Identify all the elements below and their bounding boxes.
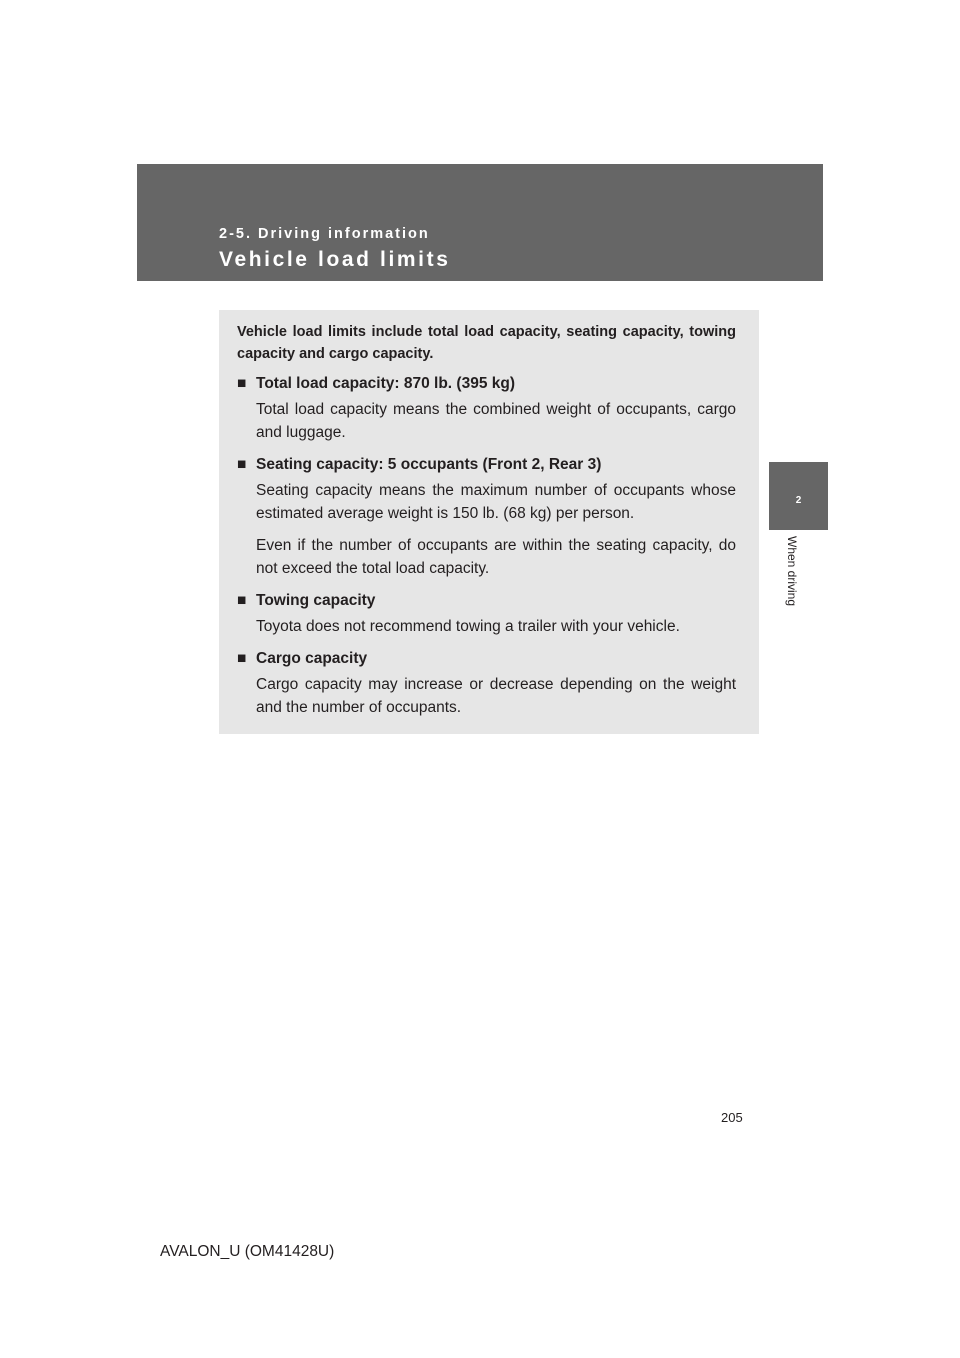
summary-box xyxy=(219,310,759,734)
item-heading-text: Cargo capacity xyxy=(256,650,368,667)
section-label: 2-5. Driving information xyxy=(219,226,430,242)
item-heading-towing xyxy=(237,590,737,612)
square-bullet-icon: ■ xyxy=(237,592,247,609)
square-bullet-icon: ■ xyxy=(237,456,247,473)
square-bullet-icon: ■ xyxy=(237,375,247,392)
item-heading-text: Towing capacity xyxy=(256,592,376,609)
page-number: 205 xyxy=(721,1110,743,1125)
item-heading-total-load xyxy=(237,373,737,395)
item-heading-text: Seating capacity: 5 occupants (Front 2, Rear 3) xyxy=(256,456,602,473)
intro-text: Vehicle load limits include total load capacity, seating capacity, towing capacity and cargo capacity. xyxy=(237,324,736,362)
item-heading-text: Total load capacity: 870 lb. (395 kg) xyxy=(256,375,515,392)
item-body-total-load: Total load capacity means the combined weight of occupants, cargo and luggage. xyxy=(256,401,736,441)
item-body-seating: Seating capacity means the maximum number of occupants whose estimated average weight is 150 lb. (68 kg) per person. xyxy=(256,482,736,522)
item-body-cargo: Cargo capacity may increase or decrease depending on the weight and the number of occupants. xyxy=(256,676,736,716)
page-title: Vehicle load limits xyxy=(219,248,451,271)
chapter-label: When driving xyxy=(785,536,799,607)
item-heading-seating xyxy=(237,454,737,476)
chapter-tab xyxy=(769,462,828,530)
item-body-seating-note: Even if the number of occupants are within the seating capacity, do not exceed the total load capacity. xyxy=(256,537,736,577)
document-code: AVALON_U (OM41428U) xyxy=(160,1243,335,1260)
section-header xyxy=(137,164,823,281)
item-heading-cargo xyxy=(237,648,737,670)
chapter-number: 2 xyxy=(795,495,802,506)
square-bullet-icon: ■ xyxy=(237,650,247,667)
item-body-towing: Toyota does not recommend towing a trailer with your vehicle. xyxy=(256,618,680,635)
